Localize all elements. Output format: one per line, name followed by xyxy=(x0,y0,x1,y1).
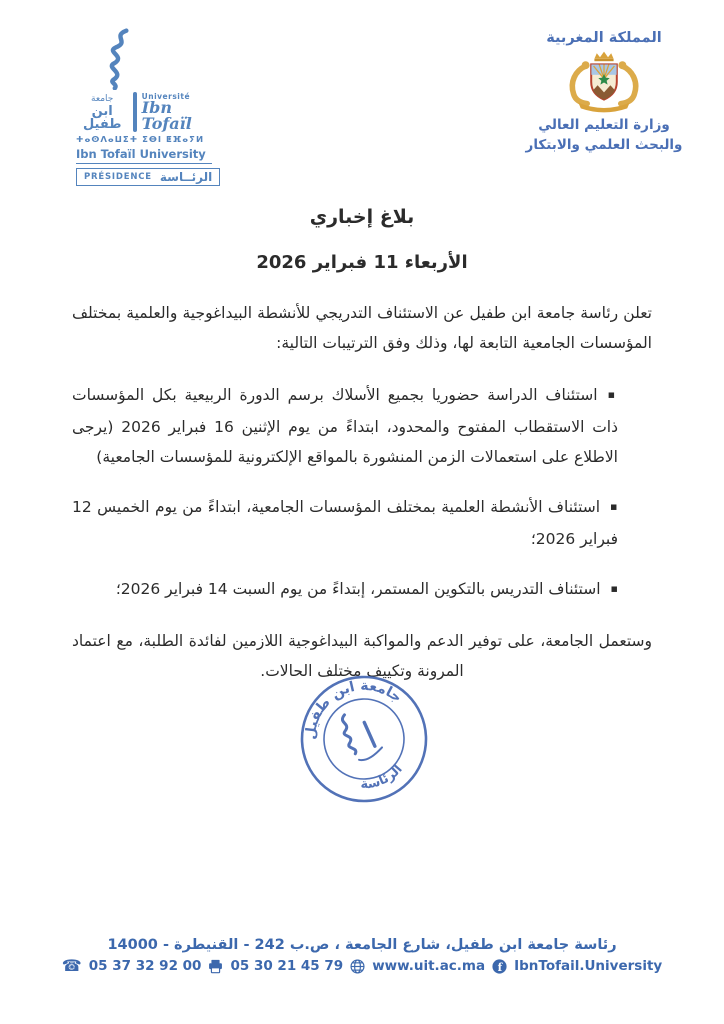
svg-text:f: f xyxy=(497,960,503,974)
footer-fax-number: 05 30 21 45 79 xyxy=(230,958,344,974)
phone-icon: ☎ xyxy=(61,956,82,975)
communique-body xyxy=(72,298,652,686)
arrangements-list xyxy=(72,380,652,606)
footer-phone-number: 05 37 32 92 00 xyxy=(88,958,202,974)
logo-universite-label: Université xyxy=(141,91,191,101)
list-item: ▪ استئناف الدراسة حضوريا بجميع الأسلاك برسم الدورة الربيعية بكل المؤسسات ذات الاستقطاب المفتوح والمحدود، ابتداءً من يوم الإثنين 16 فبراير 2026 (يرجى الاطلاع على استعمالات الزمن المنشورة بالمواقع الإلكترونية للمؤسسات الجامعية) xyxy=(72,380,618,472)
facebook-icon xyxy=(492,959,507,974)
logo-arabic-name xyxy=(76,95,128,132)
stamp-center-logo-mark xyxy=(337,706,384,763)
logo-tifinagh-line: ⵜⴰⵙⴷⴰⵡⵉⵜ ⵉⴱⵏ ⵟⴼⴰⵢⵍ xyxy=(76,135,205,145)
ministry-line-2: والبحث العلمي والابتكار xyxy=(525,136,683,153)
logo-divider-bar xyxy=(133,92,136,132)
logo-arabic-top: جامعة xyxy=(91,94,114,105)
presidence-box xyxy=(76,168,220,186)
logo-ibn-tofail-script: Ibn Tofaïl xyxy=(141,98,192,133)
fax-icon xyxy=(208,959,223,974)
intro-paragraph: تعلن رئاسة جامعة ابن طفيل عن الاستئناف التدريجي للأنشطة البيداغوجية والعلمية بمختلف المؤسسات الجامعية التابعة لها، وذلك وفق الترتيبات التالية: xyxy=(72,304,652,352)
svg-text:الرئاسة xyxy=(355,759,408,797)
logo-wordmark xyxy=(76,92,212,132)
logo-arabic-bottom: ابن طفيل xyxy=(82,103,122,133)
globe-icon xyxy=(350,959,365,974)
closing-paragraph: وستعمل الجامعة، على توفير الدعم والمواكبة البيداغوجية اللازمين لفائدة الطلبة، مع اعتماد المرونة وتكييف مختلف الحالات. xyxy=(72,632,652,680)
list-item: ▪ استئناف الأنشطة العلمية بمختلف المؤسسات الجامعية، ابتداءً من يوم الخميس 12 فبراير 2026؛ xyxy=(72,492,618,554)
footer xyxy=(0,937,724,974)
stamp-ring-bottom-text: الرئاسة xyxy=(360,762,406,793)
footer-address: رئاسة جامعة ابن طفيل، شارع الجامعة ، ص.ب 242 - القنيطرة - 14000 xyxy=(107,937,617,953)
presidence-fr-label: PRÉSIDENCE xyxy=(84,172,152,182)
footer-facebook-handle: IbnTofail.University xyxy=(514,958,663,974)
ministry-line-1: وزارة التعليم العالي xyxy=(538,117,670,133)
kingdom-title: المملكة المغربية xyxy=(546,30,662,46)
logo-french-name xyxy=(142,93,212,133)
footer-contacts xyxy=(0,958,724,974)
stamp-ring-top-text: جامعة ابن طفيل xyxy=(302,677,405,741)
footer-website: www.uit.ac.ma xyxy=(372,958,486,974)
university-logo-mark-icon xyxy=(102,28,140,90)
communique-date: الأربعاء 11 فبراير 2026 xyxy=(256,252,468,273)
presidence-ar-label: الرئــاسة xyxy=(159,170,213,184)
communique-title: بلاغ إخباري xyxy=(309,206,415,228)
list-item: ▪ استئناف التدريس بالتكوين المستمر، إبتداءً من يوم السبت 14 فبراير 2026؛ xyxy=(72,574,618,606)
logo-english-name: Ibn Tofaïl University xyxy=(76,147,212,164)
university-logo xyxy=(76,28,212,186)
government-header xyxy=(516,30,692,155)
ministry-title xyxy=(516,116,692,155)
coat-of-arms-icon xyxy=(556,50,652,114)
